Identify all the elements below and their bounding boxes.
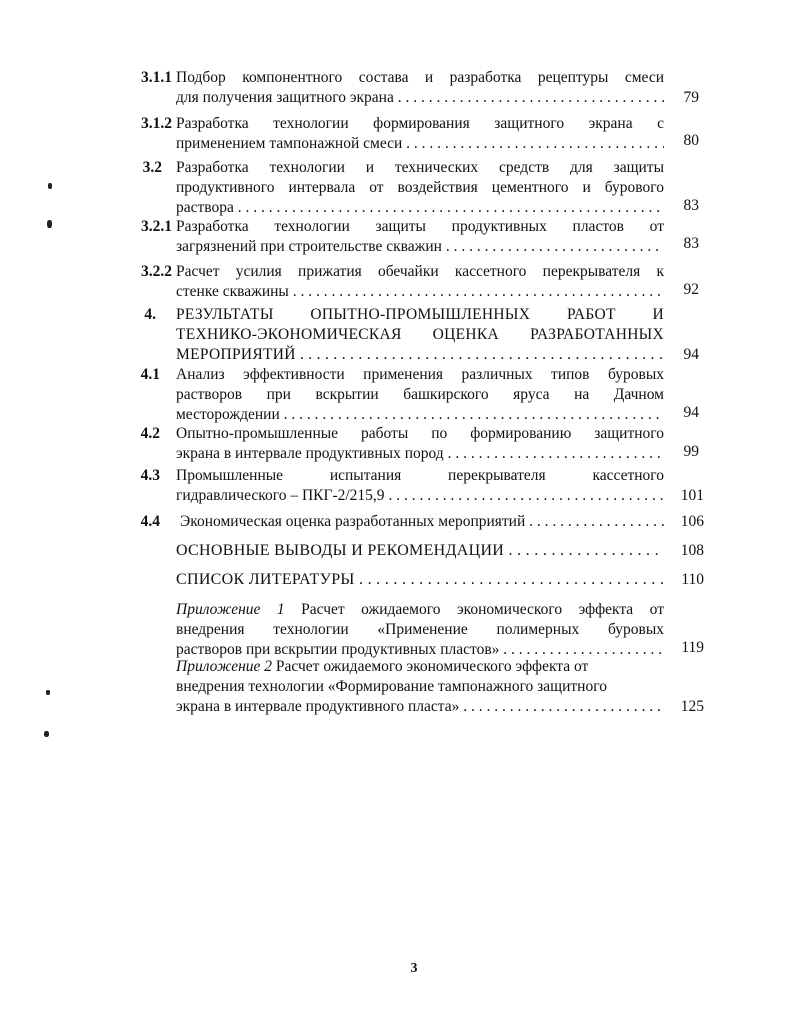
appendix-title — [176, 600, 664, 660]
title-line: растворов при вскрытии продуктивных пластов» . . . — [176, 640, 664, 660]
section-number: 4.2 — [140, 425, 160, 442]
page-ref: 119 — [681, 639, 704, 656]
scan-speck — [44, 731, 49, 737]
section-number: 4.3 — [140, 467, 160, 484]
title-line: внедрения технологии «Применение полимерных буровых — [176, 621, 664, 638]
section-number: 3.1.2 — [141, 115, 172, 132]
title-line: продуктивного интервала от воздействия цементного и бурового — [176, 179, 664, 196]
section-title — [176, 541, 664, 561]
section-number: 3.2.1 — [141, 218, 172, 235]
page-ref: 94 — [683, 404, 699, 421]
title-line: внедрения технологии «Формирование тампонажного защитного — [176, 678, 607, 695]
appendix-label: Приложение 2 — [176, 658, 273, 675]
scan-speck — [46, 690, 50, 695]
title-line: Разработка технологии и технических средств для защиты — [176, 159, 664, 176]
page-ref: 106 — [680, 513, 704, 530]
title-line: экрана в интервале продуктивных пород . . . — [176, 444, 664, 464]
title-line: Промышленные испытания перекрывателя кассетного — [176, 467, 664, 484]
section-title — [176, 305, 664, 365]
appendix-title — [176, 657, 664, 717]
section-number: 3.2.2 — [141, 263, 172, 280]
page-ref: 79 — [683, 89, 699, 106]
title-line: Расчет усилия прижатия обечайки кассетного перекрывателя к — [176, 263, 664, 280]
title-line: Разработка технологии защиты продуктивных пластов от — [176, 218, 664, 235]
page-ref: 92 — [683, 281, 699, 298]
page-ref: 99 — [683, 443, 699, 460]
title-line: Расчет ожидаемого экономического эффекта от — [301, 601, 664, 618]
scan-speck — [48, 183, 52, 189]
title-line: СПИСОК ЛИТЕРАТУРЫ . . . — [176, 570, 664, 590]
title-line: Экономическая оценка разработанных мероприятий . . . — [176, 512, 664, 532]
title-line: Анализ эффективности применения различных типов буровых — [176, 366, 664, 383]
title-line: стенке скважины . . . — [176, 282, 664, 302]
appendix-label: Приложение 1 — [176, 601, 285, 618]
title-line: РЕЗУЛЬТАТЫ ОПЫТНО-ПРОМЫШЛЕННЫХ РАБОТ И — [176, 306, 664, 323]
title-line: Разработка технологии формирования защитного экрана с — [176, 115, 664, 132]
section-number: 4.4 — [140, 513, 160, 530]
section-number: 4.1 — [140, 366, 160, 383]
page-ref: 94 — [683, 346, 699, 363]
section-title — [176, 158, 664, 218]
title-line: загрязнений при строительстве скважин . . . — [176, 237, 664, 257]
title-line: месторождении . . . — [176, 405, 664, 425]
page-ref: 110 — [681, 571, 704, 588]
title-line: для получения защитного экрана . . . — [176, 88, 664, 108]
section-number: 3.2 — [142, 159, 162, 176]
title-line: Опытно-промышленные работы по формированию защитного — [176, 425, 664, 442]
title-line: гидравлического – ПКГ-2/215,9 . . . — [176, 486, 664, 506]
title-line: ТЕХНИКО-ЭКОНОМИЧЕСКАЯ ОЦЕНКА РАЗРАБОТАННЫХ — [176, 326, 664, 343]
page-ref: 125 — [680, 698, 704, 715]
page-ref: 83 — [683, 197, 699, 214]
section-title — [176, 114, 664, 154]
title-line: Расчет ожидаемого экономического эффекта от — [275, 658, 589, 675]
title-line: применением тампонажной смеси . . . — [176, 134, 664, 154]
section-title — [176, 512, 664, 532]
section-title — [176, 424, 664, 464]
section-title — [176, 217, 664, 257]
section-number: 4. — [144, 306, 156, 323]
title-line: растворов при вскрытии башкирского яруса на Дачном — [176, 386, 664, 403]
section-number: 3.1.1 — [141, 69, 172, 86]
title-line: ОСНОВНЫЕ ВЫВОДЫ И РЕКОМЕНДАЦИИ . . . — [176, 541, 664, 561]
page-ref: 101 — [680, 487, 704, 504]
section-title — [176, 68, 664, 108]
page-number: 3 — [410, 961, 418, 976]
section-title — [176, 466, 664, 506]
page-ref: 83 — [683, 235, 699, 252]
section-title — [176, 365, 664, 425]
page-ref: 108 — [680, 542, 704, 559]
section-title — [176, 262, 664, 302]
page-ref: 80 — [683, 132, 699, 149]
title-line: Подбор компонентного состава и разработка рецептуры смеси — [176, 69, 664, 86]
title-line: раствора . . . — [176, 198, 664, 218]
section-title — [176, 570, 664, 590]
title-line: МЕРОПРИЯТИЙ . . . — [176, 345, 664, 365]
scan-speck — [47, 220, 52, 228]
title-line: экрана в интервале продуктивного пласта» . . . — [176, 697, 664, 717]
